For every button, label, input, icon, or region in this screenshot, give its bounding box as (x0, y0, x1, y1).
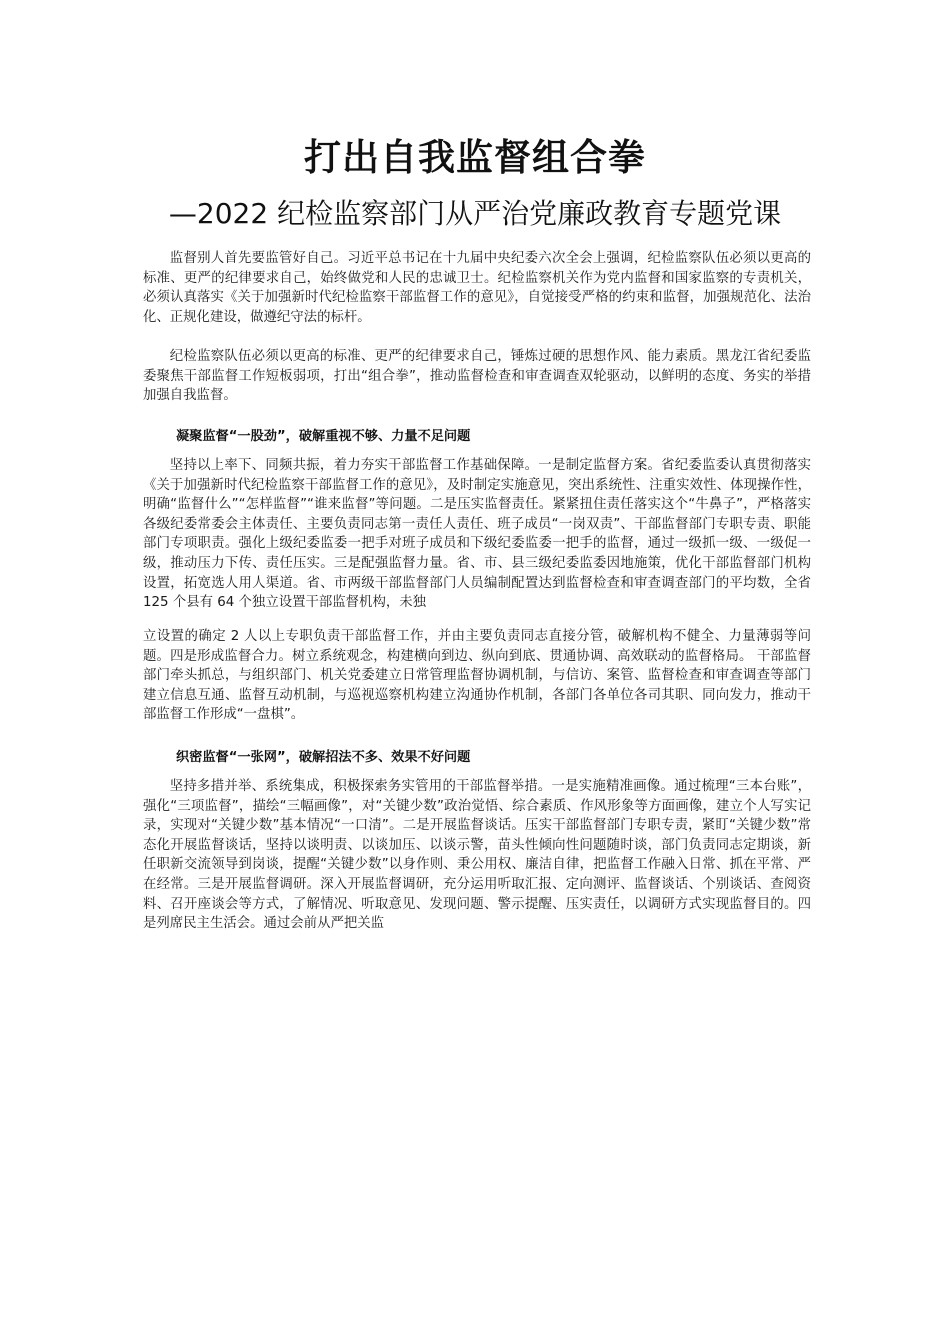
paragraph-text: 坚持多措并举、系统集成，积极探索务实管用的干部监督举措。一是实施精准画像。通过梳理“三本台账”，强化“三项监督”，描绘“三幅画像”，对“关键少数”政治觉悟、综合素质、作风形象等方面画像，建立个人写实记录，实现对“关键少数”基本情况“一口清”。二是开展监督谈话。压实干部监督部门专职专责，紧盯“关键少数”常态化开展监督谈话，坚持以谈明责、以谈加压、以谈示警，苗头性倾向性问题随时谈，部门负责同志定期谈，新任职新交流领导到岗谈，提醒“关键少数”以身作则、秉公用权、廉洁自律，把监督工作融入日常、抓在平常、严在经常。三是开展监督调研。深入开展监督调研，充分运用听取汇报、定向测评、监督谈话、个别谈话、查阅资料、召开座谈会等方式，了解情况、听取意见、发现问题、警示提醒、压实责任，以调研方式实现监督目的。四是列席民主生活会。通过会前从严把关监 (143, 779, 811, 932)
paragraph-section-2 (143, 777, 811, 934)
paragraph-text: 立设置的确定 2 人以上专职负责干部监督工作，并由主要负责同志直接分管，破解机构不健全、力量薄弱等问题。四是形成监督合力。树立系统观念，构建横向到边、纵向到底、贯通协调、高效联动的监督格局。 干部监督部门牵头抓总，与组织部门、机关党委建立日常管理监督协调机制，与信访、案管、监督检查和审查调查等部门建立信息互通、监督互动机制，与巡视巡察机构建立沟通协作机制，各部门各单位各司其职、同向发力，推动干部监督工作形成“一盘棋”。 (143, 629, 811, 723)
paragraph-text: 坚持以上率下、同频共振，着力夯实干部监督工作基础保障。一是制定监督方案。省纪委监委认真贯彻落实《关于加强新时代纪检监察干部监督工作的意见》，及时制定实施意见，突出系统性、注重实效性、体现操作性，明确“监督什么”“怎样监督”“谁来监督”等问题。二是压实监督责任。紧紧扭住责任落实这个“牛鼻子”，严格落实各级纪委常委会主体责任、主要负责同志第一责任人责任、班子成员“一岗双责”、干部监督部门专职专责、职能部门专项职责。强化上级纪委监委一把手对班子成员和下级纪委监委一把手的监督，通过一级抓一级、一级促一级，推动压力下传、责任压实。三是配强监督力量。省、市、县三级纪委监委因地施策，优化干部监督部门机构设置，拓宽选人用人渠道。省、市两级干部监督部门人员编制配置达到监督检查和审查调查部门的平均数，全省 125 个县有 64 个独立设置干部监督机构，未独 (143, 458, 811, 611)
document-title: 打出自我监督组合拳 (304, 136, 646, 179)
section-heading-2: 织密监督“一张网”，破解招法不多、效果不好问题 (176, 750, 471, 765)
paragraph-intro (143, 249, 811, 327)
document-subtitle: —2022 纪检监察部门从严治党廉政教育专题党课 (168, 197, 782, 230)
paragraph-text: 纪检监察队伍必须以更高的标准、更严的纪律要求自己，锤炼过硬的思想作风、能力素质。黑龙江省纪委监委聚焦干部监督工作短板弱项，打出“组合拳”，推动监督检查和审查调查双轮驱动，以鲜明的态度、务实的举措加强自我监督。 (143, 349, 811, 404)
paragraph-section-1-continued (143, 627, 811, 725)
paragraph-overview (143, 347, 811, 406)
paragraph-section-1 (143, 456, 811, 613)
section-heading-1: 凝聚监督“一股劲”，破解重视不够、力量不足问题 (176, 429, 471, 444)
paragraph-text: 监督别人首先要监管好自己。习近平总书记在十九届中央纪委六次全会上强调，纪检监察队伍必须以更高的标准、更严的纪律要求自己，始终做党和人民的忠诚卫士。纪检监察机关作为党内监督和国家监察的专责机关，必须认真落实《关于加强新时代纪检监察干部监督工作的意见》，自觉接受严格的约束和监督，加强规范化、法治化、正规化建设，做遵纪守法的标杆。 (143, 251, 811, 325)
